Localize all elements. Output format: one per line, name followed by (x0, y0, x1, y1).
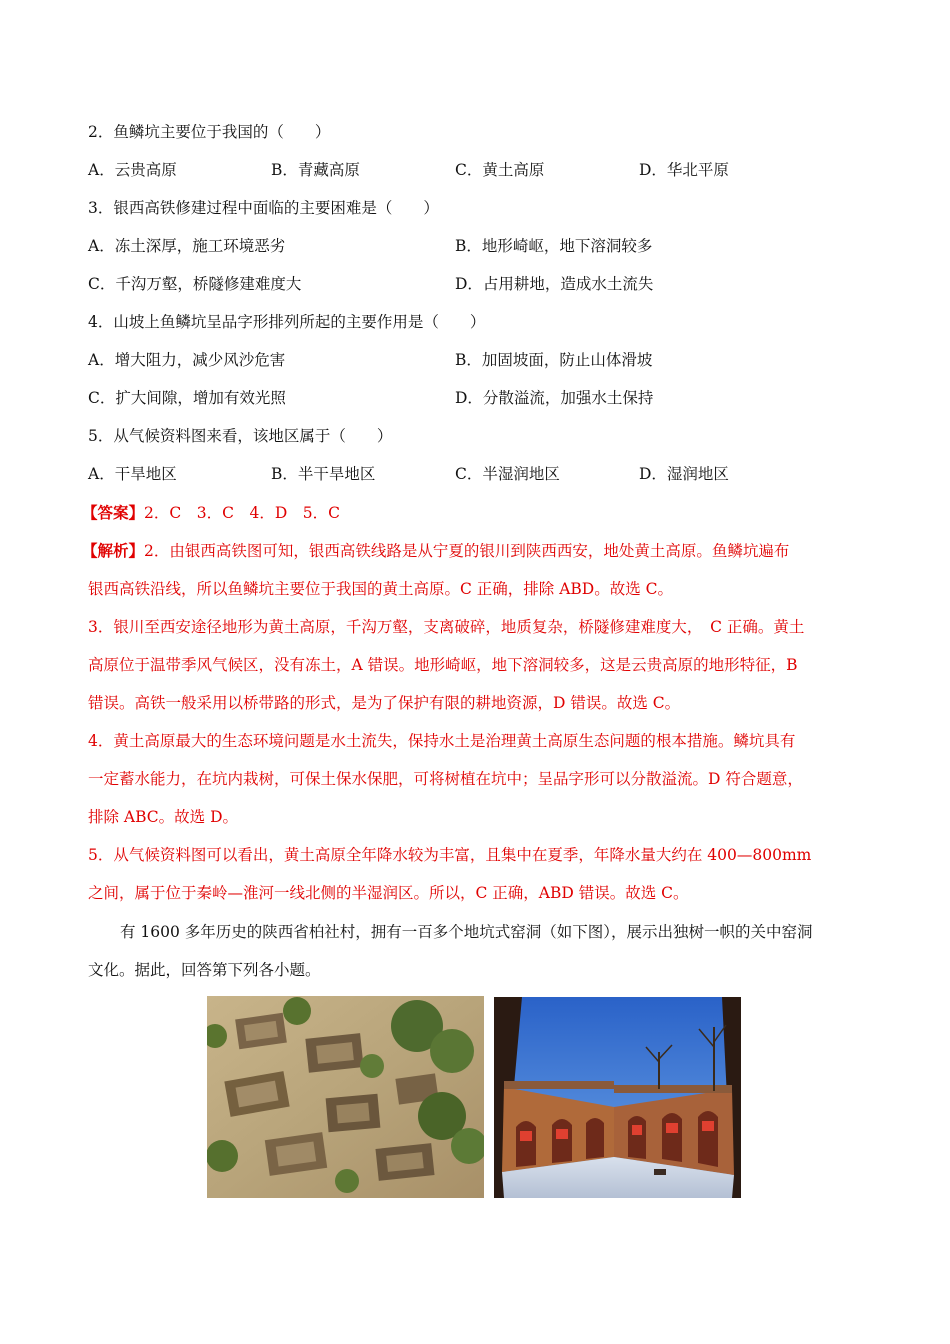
q3-option-b: B．地形崎岖，地下溶洞较多 (455, 237, 653, 255)
q4-option-a: A．增大阻力，减少风沙危害 (88, 351, 286, 369)
analysis-p3-line1: 3．银川至西安途径地形为黄土高原，千沟万壑，支离破碎，地质复杂，桥隧修建难度大， C 正确。黄土 (88, 618, 805, 636)
intro-line1: 有 1600 多年历史的陕西省柏社村，拥有一百多个地坑式窑洞（如下图），展示出独树一帜的关中窑洞 (120, 923, 813, 941)
analysis-p5-line2: 之间，属于位于秦岭—淮河一线北侧的半湿润区。所以，C 正确，ABD 错误。故选 C。 (88, 884, 689, 902)
analysis-p4-line2: 一定蓄水能力，在坑内栽树，可保土保水保肥，可将树植在坑中；呈品字形可以分散溢流。D 符合题意， (88, 770, 803, 788)
analysis-p2-line2: 银西高铁沿线，所以鱼鳞坑主要位于我国的黄土高原。C 正确，排除 ABD。故选 C。 (88, 580, 674, 598)
analysis-p2-line1 (82, 541, 789, 561)
q5-option-b: B．半干旱地区 (271, 465, 376, 483)
q3-option-c: C．千沟万壑，桥隧修建难度大 (88, 275, 302, 293)
q2-option-d: D．华北平原 (639, 161, 729, 179)
analysis-label: 【解析】 (82, 541, 145, 560)
q5-option-a: A．干旱地区 (88, 465, 177, 483)
q4-option-b: B．加固坡面，防止山体滑坡 (455, 351, 653, 369)
q2-option-c: C．黄土高原 (455, 161, 545, 179)
q2-option-a: A．云贵高原 (88, 161, 177, 179)
q2-option-b: B．青藏高原 (271, 161, 360, 179)
q5-option-c: C．半湿润地区 (455, 465, 560, 483)
q4-option-c: C．扩大间隙，增加有效光照 (88, 389, 286, 407)
analysis-p3-line3: 错误。高铁一般采用以桥带路的形式，是为了保护有限的耕地资源，D 错误。故选 C。 (88, 694, 681, 712)
q4-option-d: D．分散溢流，加强水土保持 (455, 389, 654, 407)
q4-stem: 4．山坡上鱼鳞坑呈品字形排列所起的主要作用是（ ） (88, 313, 486, 331)
q5-stem: 5．从气候资料图来看，该地区属于（ ） (88, 427, 393, 445)
answer-line (82, 503, 340, 523)
answer-text: 2．C 3．C 4．D 5．C (144, 504, 340, 522)
answer-label: 【答案】 (82, 503, 145, 522)
aerial-cave-dwellings-photo (207, 996, 484, 1198)
analysis-p3-line2: 高原位于温带季风气候区，没有冻土，A 错误。地形崎岖，地下溶洞较多，这是云贵高原的地形特征，B (88, 656, 798, 674)
analysis-p5-line1: 5．从气候资料图可以看出，黄土高原全年降水较为丰富，且集中在夏季，年降水量大约在 400—800mm (88, 846, 812, 864)
q3-option-d: D．占用耕地，造成水土流失 (455, 275, 654, 293)
intro-line2: 文化。据此，回答第下列各小题。 (88, 961, 321, 979)
q2-stem: 2．鱼鳞坑主要位于我国的（ ） (88, 123, 331, 141)
analysis-p4-line3: 排除 ABC。故选 D。 (88, 808, 239, 826)
analysis-p4-line1: 4．黄土高原最大的生态环境问题是水土流失，保持水土是治理黄土高原生态问题的根本措施。鳞坑具有 (88, 732, 796, 750)
q3-option-a: A．冻土深厚，施工环境恶劣 (88, 237, 286, 255)
analysis-p2-text1: 2．由银西高铁图可知，银西高铁线路是从宁夏的银川到陕西西安，地处黄土高原。鱼鳞坑遍布 (144, 542, 790, 560)
q5-option-d: D．湿润地区 (639, 465, 729, 483)
q3-stem: 3．银西高铁修建过程中面临的主要困难是（ ） (88, 199, 439, 217)
courtyard-cave-dwelling-photo (494, 997, 741, 1198)
